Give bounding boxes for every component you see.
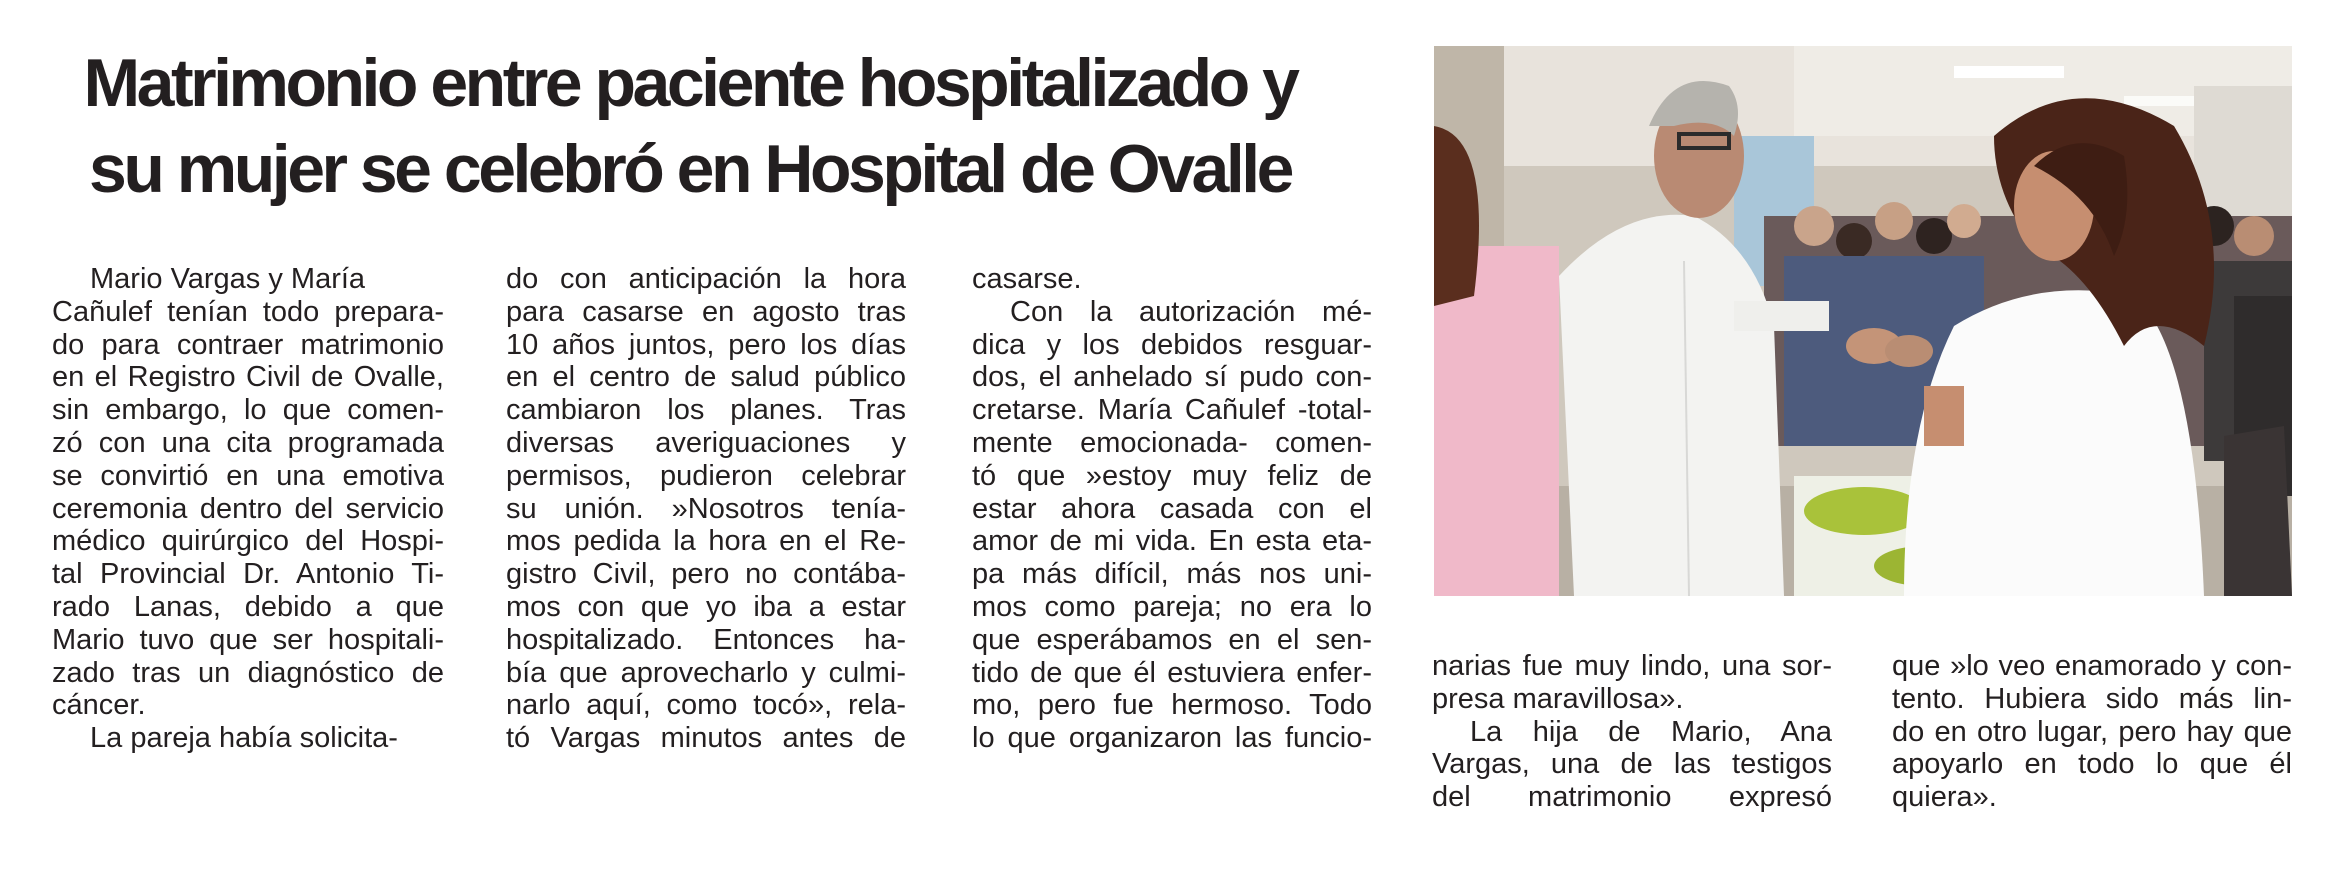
text-line: zado tras un diagnóstico de: [52, 656, 444, 689]
text-line: apoyarlo en todo lo que él: [1892, 748, 2292, 781]
text-line: amor de mi vida. En esta eta-: [972, 525, 1372, 558]
text-line: bía que aprovecharlo y culmi-: [506, 656, 906, 689]
text-line: cretarse. María Cañulef -total-: [972, 394, 1372, 427]
headline: [20, 40, 1360, 212]
text-line: do para contraer matrimonio: [52, 328, 444, 361]
text-line: tal Provincial Dr. Antonio Ti-: [52, 558, 444, 591]
text-line: quiera».: [1892, 781, 1997, 814]
text-line: cambiaron los planes. Tras: [506, 394, 906, 427]
text-line: narias fue muy lindo, una sor-: [1432, 650, 1832, 682]
text-line: que »lo veo enamorado y con-: [1892, 650, 2292, 682]
text-line: rado Lanas, debido a que: [52, 590, 444, 623]
text-line: La pareja había solicita-: [90, 722, 398, 755]
text-line: cáncer.: [52, 689, 146, 722]
text-line: tó que »estoy muy feliz de: [972, 459, 1372, 492]
text-line: presa maravillosa».: [1432, 682, 1684, 715]
text-line: mente emocionada- comen-: [972, 426, 1372, 459]
text-line: tó Vargas minutos antes de: [506, 722, 906, 755]
text-line: del matrimonio expresó: [1432, 781, 1832, 814]
text-line: zó con una cita programada: [52, 426, 444, 459]
text-line: 10 años juntos, pero los días: [506, 328, 906, 361]
text-line: para casarse en agosto tras: [506, 295, 906, 328]
text-line: Con la autorización mé-: [1010, 295, 1372, 328]
text-line: ceremonia dentro del servicio: [52, 492, 444, 525]
text-line: su unión. »Nosotros tenía-: [506, 492, 906, 525]
wedding-photo: [1434, 46, 2292, 596]
text-line: do en otro lugar, pero hay que: [1892, 715, 2292, 748]
text-line: Cañulef tenían todo prepara-: [52, 295, 444, 328]
text-line: mos como pareja; no era lo: [972, 590, 1372, 623]
text-line: que esperábamos en el sen-: [972, 623, 1372, 656]
text-line: estar ahora casada con el: [972, 492, 1372, 525]
text-line: mos con que yo iba a estar: [506, 590, 906, 623]
article-column-5: [1892, 650, 2292, 814]
text-line: tento. Hubiera sido más lin-: [1892, 682, 2292, 715]
headline-line: Matrimonio entre paciente hospitalizado y: [83, 45, 1297, 121]
article-column-4: [1432, 650, 1832, 814]
article-column-3: [972, 263, 1372, 755]
text-line: en el Registro Civil de Ovalle,: [52, 361, 444, 394]
text-line: mos pedida la hora en el Re-: [506, 525, 906, 558]
text-line: gistro Civil, pero no contába-: [506, 558, 906, 591]
text-line: dos, el anhelado sí pudo con-: [972, 361, 1372, 394]
text-line: dica y los debidos resguar-: [972, 328, 1372, 361]
text-line: pa más difícil, más nos uni-: [972, 558, 1372, 591]
text-line: médico quirúrgico del Hospi-: [52, 525, 444, 558]
text-line: mo, pero fue hermoso. Todo: [972, 689, 1372, 722]
text-line: Mario Vargas y María: [90, 263, 366, 295]
text-line: diversas averiguaciones y: [506, 426, 906, 459]
text-line: Vargas, una de las testigos: [1432, 748, 1832, 781]
text-line: hospitalizado. Entonces ha-: [506, 623, 906, 656]
text-line: do con anticipación la hora: [506, 263, 906, 295]
text-line: se convirtió en una emotiva: [52, 459, 444, 492]
headline-line: su mujer se celebró en Hospital de Ovalle: [89, 131, 1291, 207]
text-line: permisos, pudieron celebrar: [506, 459, 906, 492]
text-line: en el centro de salud público: [506, 361, 906, 394]
text-line: tido de que él estuviera enfer-: [972, 656, 1372, 689]
article-column-2: [506, 263, 906, 755]
text-line: La hija de Mario, Ana: [1470, 715, 1832, 748]
text-line: sin embargo, lo que comen-: [52, 394, 444, 427]
text-line: lo que organizaron las funcio-: [972, 722, 1372, 755]
article-column-1: [52, 263, 444, 755]
text-line: casarse.: [972, 263, 1082, 295]
text-line: narlo aquí, como tocó», rela-: [506, 689, 906, 722]
text-line: Mario tuvo que ser hospitali-: [52, 623, 444, 656]
